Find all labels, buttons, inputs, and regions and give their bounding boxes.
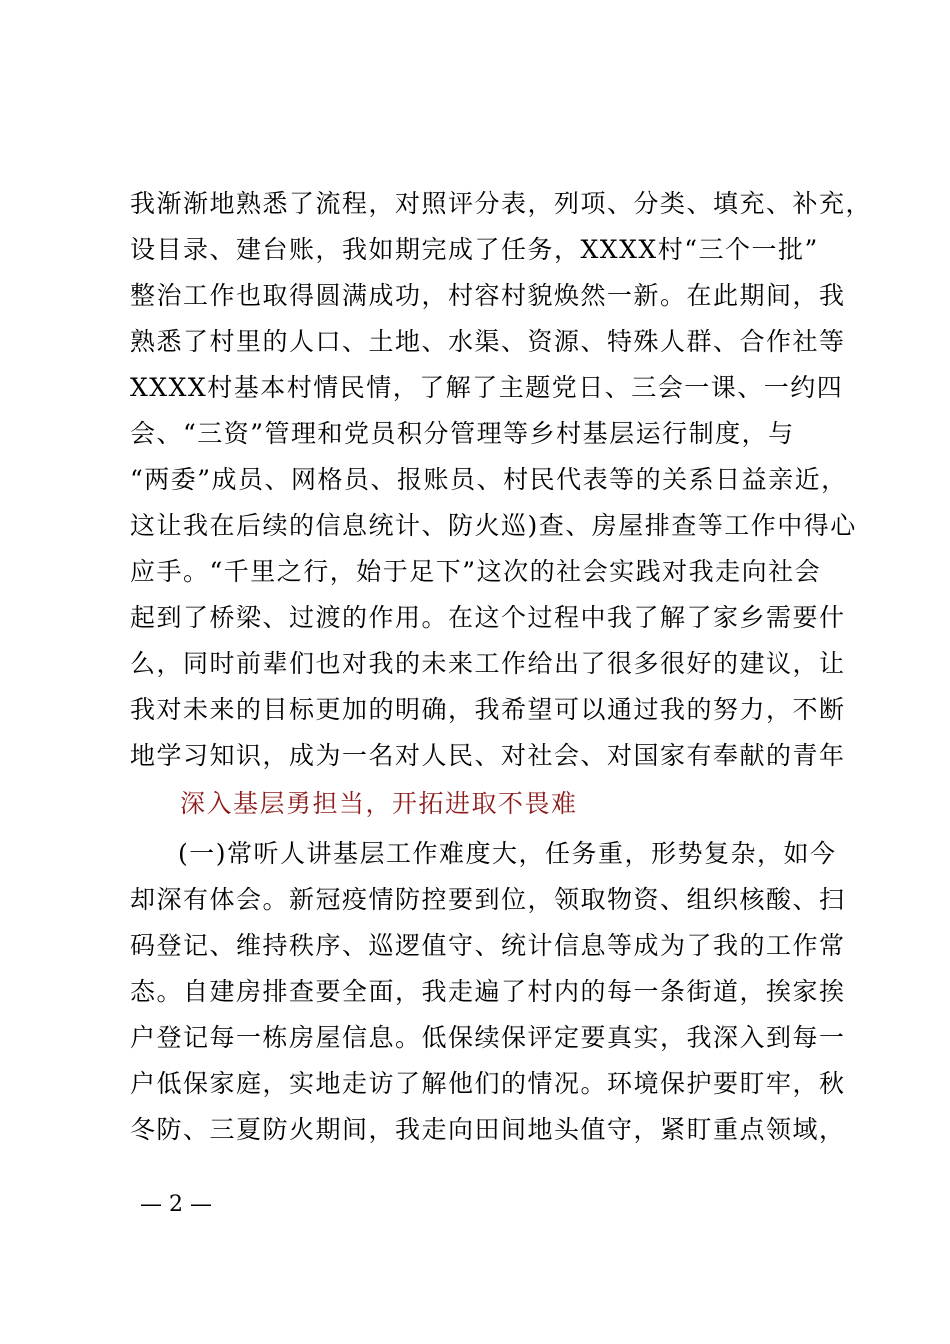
text-line-12: 我对未来的目标更加的明确，我希望可以通过我的努力，不断	[130, 695, 846, 724]
text-line-1: 我渐渐地熟悉了流程，对照评分表，列项、分类、填充、补充，	[130, 189, 873, 218]
text-line-7: “两委”成员、网格员、报账员、村民代表等的关系日益亲近，	[130, 465, 848, 494]
text-line-11: 么，同时前辈们也对我的未来工作给出了很多很好的建议，让	[130, 649, 846, 678]
text-line-18: 户登记每一栋房屋信息。低保续保评定要真实，我深入到每一	[130, 1023, 846, 1052]
text-line-20: 冬防、三夏防火期间，我走向田间地头值守，紧盯重点领域，	[130, 1115, 846, 1144]
text-line-14: (一)常听人讲基层工作难度大，任务重，形势复杂，如今	[178, 839, 837, 868]
text-line-19: 户低保家庭，实地走访了解他们的情况。环境保护要盯牢，秋	[130, 1069, 846, 1098]
text-line-6: 会、“三资”管理和党员积分管理等乡村基层运行制度，与	[130, 419, 795, 448]
section-heading: 深入基层勇担当，开拓进取不畏难	[180, 789, 578, 818]
text-line-17: 态。自建房排查要全面，我走遍了村内的每一条街道，挨家挨	[130, 977, 846, 1006]
page-number: — 2 —	[140, 1192, 212, 1217]
text-line-9: 应手。“千里之行，始于足下”这次的社会实践对我走向社会	[130, 557, 822, 586]
text-line-13: 地学习知识，成为一名对人民、对社会、对国家有奉献的青年	[130, 741, 846, 770]
text-line-16: 码登记、维持秩序、巡逻值守、统计信息等成为了我的工作常	[130, 931, 846, 960]
text-line-10: 起到了桥梁、过渡的作用。在这个过程中我了解了家乡需要什	[130, 603, 846, 632]
text-line-5: XXXX村基本村情民情，了解了主题党日、三会一课、一约四	[130, 373, 844, 402]
text-line-3: 整治工作也取得圆满成功，村容村貌焕然一新。在此期间，我	[130, 281, 846, 310]
text-line-8: 这让我在后续的信息统计、防火巡)查、房屋排查等工作中得心	[130, 511, 857, 540]
text-line-4: 熟悉了村里的人口、土地、水渠、资源、特殊人群、合作社等	[130, 327, 846, 356]
text-line-2: 设目录、建台账，我如期完成了任务，XXXX村“三个一批”	[130, 235, 819, 264]
text-line-15: 却深有体会。新冠疫情防控要到位，领取物资、组织核酸、扫	[130, 885, 846, 914]
